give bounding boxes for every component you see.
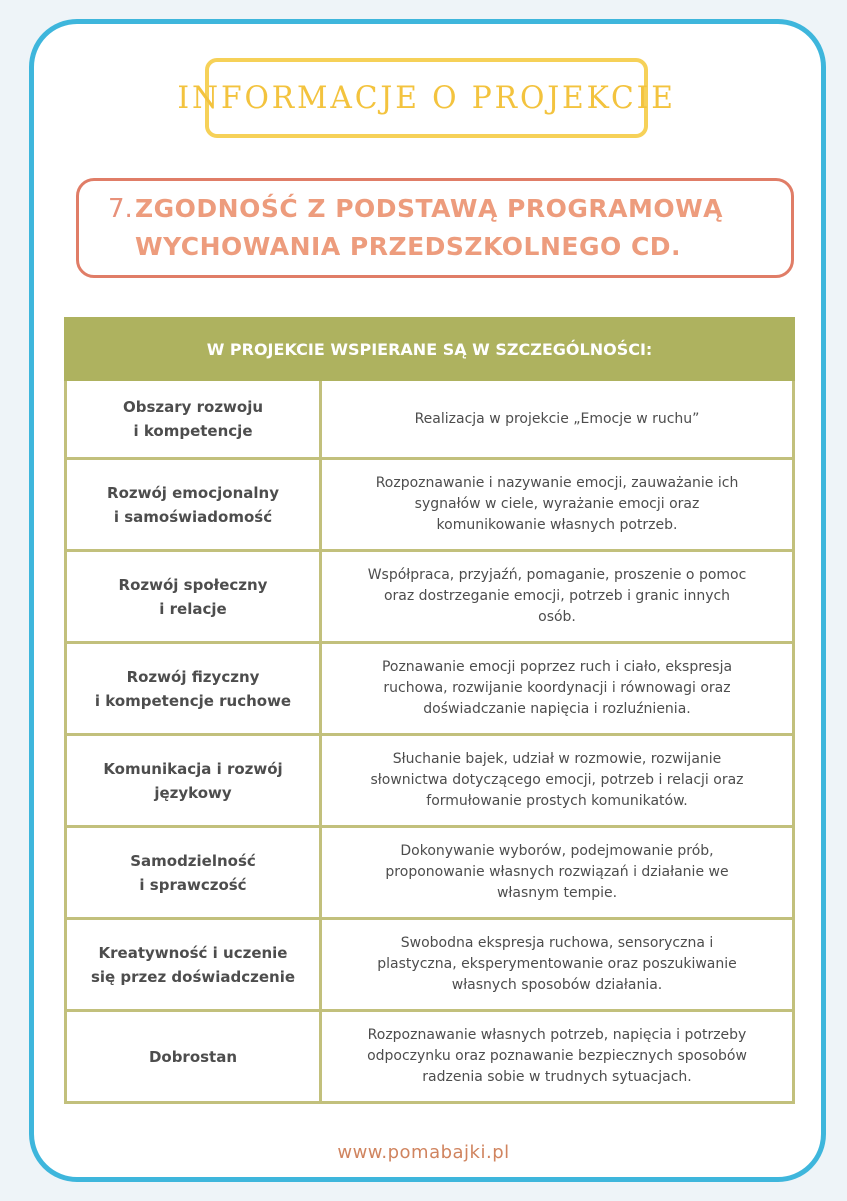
development-area-cell [66,919,321,1011]
description-text-line: Rozpoznawanie własnych potrzeb, napięcia i potrzeby [367,1027,747,1043]
area-text-line: i sprawczość [139,875,247,894]
description-text-line: formułowanie prostych komunikatów. [426,793,688,809]
area-text-line: Kreatywność i uczenie [98,943,288,962]
project-realization-cell [321,551,794,643]
description-text-line: Rozpoznawanie i nazywanie emocji, zauważanie ich [375,475,739,491]
table-heading: W PROJEKCIE WSPIERANE SĄ W SZCZEGÓLNOŚCI: [66,319,794,380]
support-areas-table [64,317,795,1104]
area-text-line: i kompetencje ruchowe [94,691,292,710]
area-text-line: Komunikacja i rozwój [103,759,283,778]
description-text-line: własnym tempie. [496,885,618,901]
table-row [66,735,794,827]
table-row [66,459,794,551]
development-area-cell [66,735,321,827]
table-row [66,551,794,643]
page-title: INFORMACJE O PROJEKCIE [177,80,676,116]
area-text-line: się przez doświadczenie [90,967,296,986]
description-text-line: Dokonywanie wyborów, podejmowanie prób, [400,843,714,859]
description-text-line: Realizacja w projekcie „Emocje w ruchu” [414,410,700,427]
description-text-line: doświadczanie napięcia i rozluźnienia. [423,701,691,717]
area-text-line: Rozwój emocjonalny [107,483,279,502]
section-title-line-2: WYCHOWANIA PRZEDSZKOLNEGO CD. [135,232,682,261]
section-title-line-1: ZGODNOŚĆ Z PODSTAWĄ PROGRAMOWĄ [135,194,724,223]
description-text-line: plastyczna, eksperymentowanie oraz poszukiwanie [377,956,737,972]
website-url: www.pomabajki.pl [337,1142,510,1163]
project-realization-cell [321,919,794,1011]
table-row [66,827,794,919]
section-box [76,178,794,278]
area-text-line: Dobrostan [148,1047,238,1066]
table-row [66,380,794,459]
description-text-line: Swobodna ekspresja ruchowa, sensoryczna i [400,935,714,951]
description-text-line: radzenia sobie w trudnych sytuacjach. [422,1069,692,1085]
description-text-line: odpoczynku oraz poznawanie bezpiecznych sposobów [367,1048,747,1064]
table-row [66,919,794,1011]
project-realization-cell [321,643,794,735]
area-text-line: i relacje [159,599,227,618]
section-number: 7. [108,194,133,224]
table-row [66,643,794,735]
development-area-cell [66,380,321,459]
development-area-cell [66,459,321,551]
table-row [66,1011,794,1103]
area-text-line: językowy [154,783,232,802]
description-text-line: słownictwa dotyczącego emocji, potrzeb i relacji oraz [370,772,744,788]
description-text-line: własnych sposobów działania. [451,977,663,993]
description-text-line: Słuchanie bajek, udział w rozmowie, rozwijanie [392,751,722,767]
header-box [177,58,676,138]
area-text-line: Rozwój fizyczny [126,667,260,686]
description-text-line: komunikowanie własnych potrzeb. [436,517,678,533]
project-realization-cell [321,459,794,551]
development-area-cell [66,1011,321,1103]
project-realization-cell [321,1011,794,1103]
table-header-row [66,319,794,380]
description-text-line: sygnałów w ciele, wyrażanie emocji oraz [414,496,700,512]
area-text-line: Rozwój społeczny [118,575,268,594]
development-area-cell [66,827,321,919]
description-text-line: osób. [538,609,576,625]
development-area-cell [66,551,321,643]
project-realization-cell [321,380,794,459]
description-text-line: Współpraca, przyjaźń, pomaganie, proszenie o pomoc [367,567,747,583]
description-text-line: proponowanie własnych rozwiązań i działanie we [385,864,729,880]
project-realization-cell [321,735,794,827]
area-text-line: Obszary rozwoju [122,398,264,416]
description-text-line: oraz dostrzeganie emocji, potrzeb i granic innych [383,588,731,604]
area-text-line: i kompetencje [133,422,253,440]
project-realization-cell [321,827,794,919]
area-text-line: Samodzielność [130,851,256,870]
description-text-line: ruchowa, rozwijanie koordynacji i równowagi oraz [383,680,731,696]
description-text-line: Poznawanie emocji poprzez ruch i ciało, ekspresja [381,659,733,675]
development-area-cell [66,643,321,735]
area-text-line: i samoświadomość [113,507,273,526]
